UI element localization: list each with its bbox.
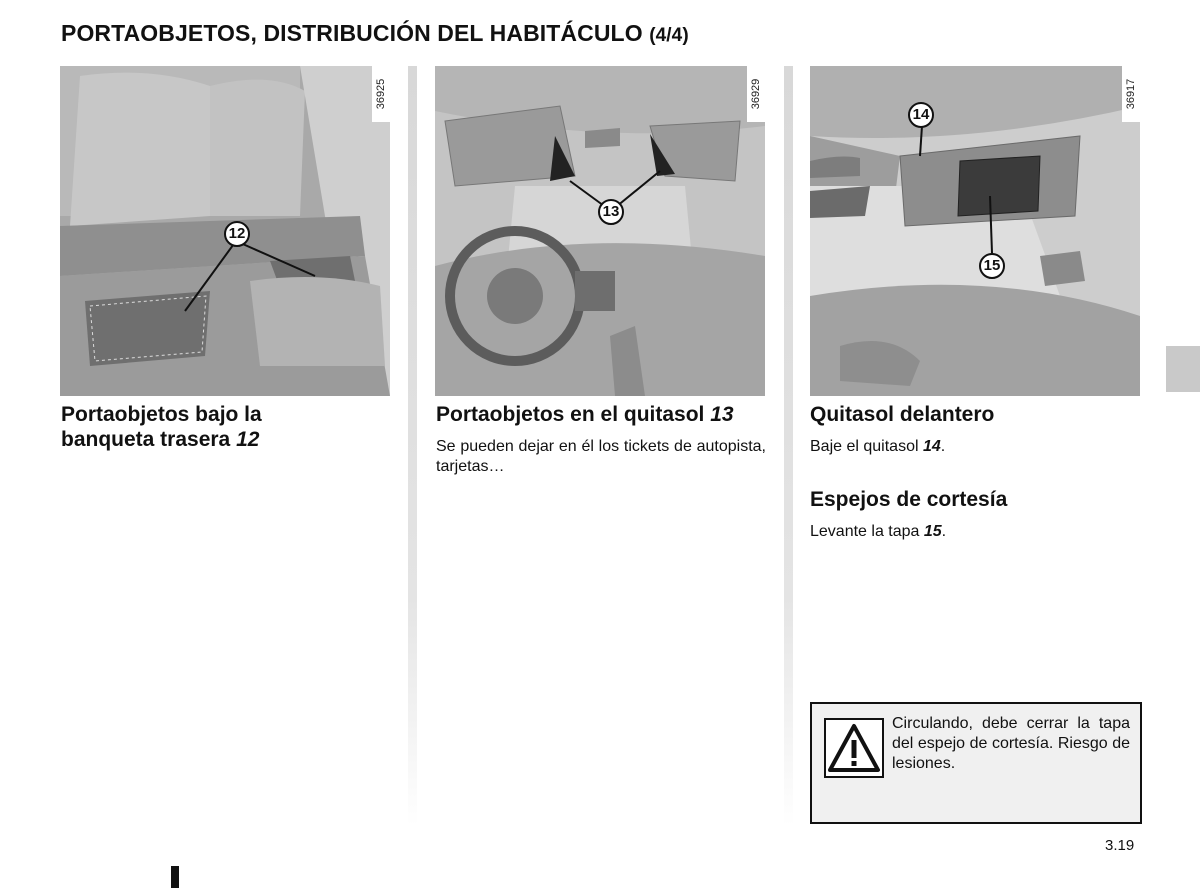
heading-ref: 13	[710, 403, 734, 426]
heading-front-sunvisor: Quitasol delantero	[810, 403, 995, 426]
image-reference-number: 36929	[747, 66, 765, 122]
heading-vanity-mirrors: Espejos de cortesía	[810, 488, 1008, 511]
crop-mark	[171, 866, 179, 888]
body-text: Levante la tapa	[810, 523, 920, 540]
heading-text: Portaobjetos en el quitasol	[436, 403, 705, 426]
vanity-mirrors-text: Levante la tapa 15.	[810, 523, 947, 540]
front-sunvisor-image	[810, 66, 1140, 396]
callout-13: 13	[598, 199, 624, 225]
callout-12: 12	[224, 221, 250, 247]
sunvisor-storage-text: Se pueden dejar en él los tickets de autopista, tarjetas…	[436, 438, 766, 475]
section-tab	[1166, 346, 1200, 392]
heading-line-2: banqueta trasera	[61, 428, 231, 451]
column-separator	[408, 66, 417, 826]
callout-15: 15	[979, 253, 1005, 279]
heading-line-1: Portaobjetos bajo la	[61, 403, 262, 426]
page-title-part: (4/4)	[649, 25, 689, 46]
heading-rear-bench-storage	[61, 402, 391, 452]
image-reference-number: 36925	[372, 66, 390, 122]
warning-box	[810, 702, 1142, 824]
page-number: 3.19	[1105, 837, 1135, 854]
sunvisor-storage-image	[435, 66, 765, 396]
warning-triangle-icon	[824, 718, 884, 778]
column-separator	[784, 66, 793, 826]
page-title	[61, 20, 689, 47]
heading-sunvisor-storage	[436, 402, 781, 427]
body-ref: 14	[922, 438, 941, 455]
body-ref: 15	[923, 523, 942, 540]
image-reference-number: 36917	[1122, 66, 1140, 122]
callout-14: 14	[908, 102, 934, 128]
front-sunvisor-text: Baje el quitasol 14.	[810, 438, 946, 455]
body-text: Baje el quitasol	[810, 438, 919, 455]
page-title-main: PORTAOBJETOS, DISTRIBUCIÓN DEL HABITÁCULO	[61, 20, 643, 46]
warning-text: Circulando, debe cerrar la tapa del espejo de cortesía. Riesgo de lesiones.	[892, 715, 1130, 772]
rear-bench-image	[60, 66, 390, 396]
heading-ref: 12	[236, 428, 260, 451]
